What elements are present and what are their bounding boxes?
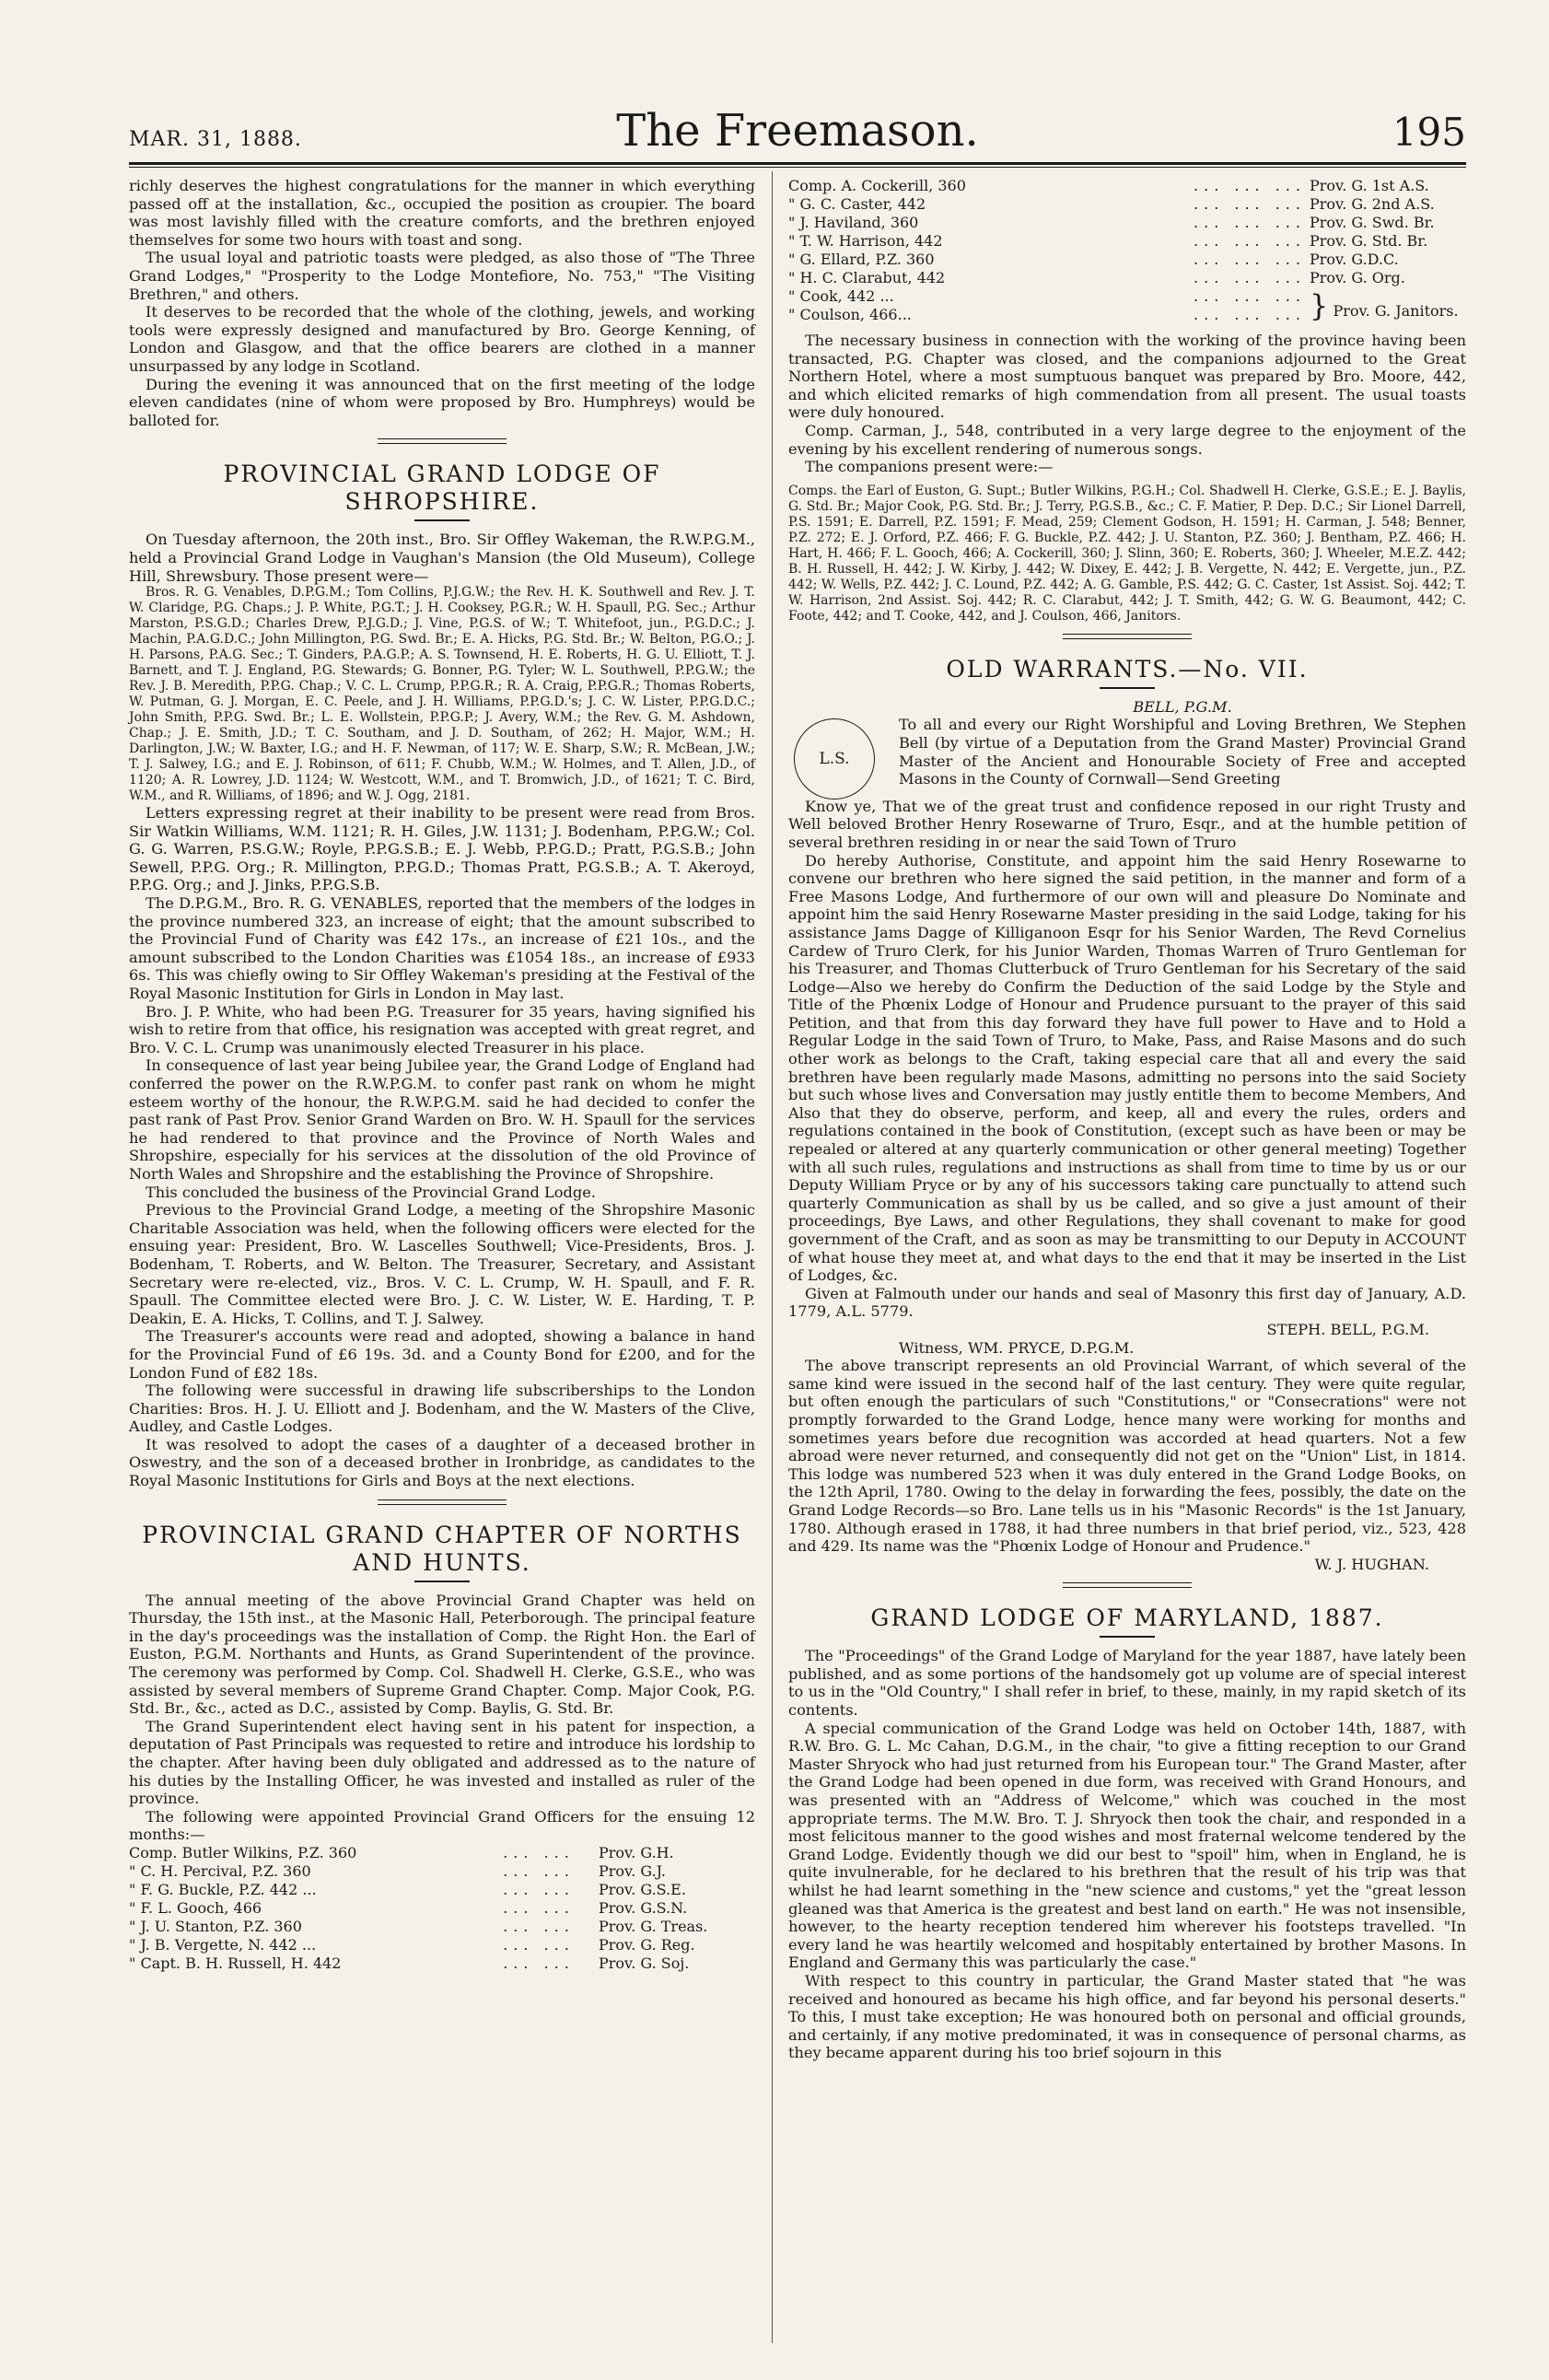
officer-office: Prov. G. Org. <box>1310 269 1405 286</box>
paragraph: Know ye, That we of the great trust and confidence reposed in our right Trusty and Well beloved Brother Henry Rosewarne of Truro, Esqr., and at the humble petition of several brethren residing in or near the said Town of Truro <box>788 797 1466 851</box>
paragraph: The necessary business in connection with the working of the province having been transacted, P.G. Chapter was closed, and the companions adjourned to the Great Northern Hotel, where a most sumptuous banquet was prepared by Bro. Moore, 442, and which elicited remarks of high commendation from all present. The usual toasts were duly honoured. <box>788 332 1466 422</box>
paragraph: The Treasurer's accounts were read and adopted, showing a balance in hand for the Provincial Fund of £6 19s. 3d. and a County Bond for £200, and for the London Fund of £82 18s. <box>129 1327 755 1382</box>
officer-office: Prov. G. 1st A.S. <box>1310 177 1429 194</box>
officer-row: " C. H. Percival, P.Z. 360 ... ... Prov. G.J. <box>129 1862 755 1881</box>
paragraph: The "Proceedings" of the Grand Lodge of Maryland for the year 1887, have lately been published, and as some portions of the handsomely got up volume are of special interest to us in the "Old Country," I shall refer in brief, to these, mainly, in my rapid sketch of its contents. <box>788 1647 1466 1720</box>
officer-office: Prov. G. 2nd A.S. <box>1310 195 1435 213</box>
paragraph: The following were appointed Provincial Grand Officers for the ensuing 12 months:— <box>129 1807 755 1844</box>
article-heading: GRAND LODGE OF MARYLAND, 1887. <box>870 1604 1384 1632</box>
section-divider <box>1063 634 1192 639</box>
officer-name: " J. B. Vergette, N. 442 ... <box>129 1935 317 1954</box>
intro-section <box>129 177 755 429</box>
paragraph: Previous to the Provincial Grand Lodge, a meeting of the Shropshire Masonic Charitable Association was held, when the following officers were elected for the ensuing year: President, Bro. W. Lascelles Southwell; Vice-Presidents, Bros. J. Bodenham, T. Roberts, and W. Belton. The Treasurer, Secretary, and Assistant Secretary were re-elected, viz., Bros. V. C. L. Crump, W. H. Spaull, and F. R. Spaull. The Committee elected were Bro. J. C. W. Lister, W. E. Harding, T. P. Deakin, E. A. Hicks, T. Collins, and T. J. Salwey. <box>129 1201 755 1327</box>
officer-row: Comp. Butler Wilkins, P.Z. 360 ... ... Prov. G.H. <box>129 1844 755 1862</box>
paragraph: It was resolved to adopt the cases of a daughter of a deceased brother in Oswestry, and the son of a deceased brother in Ironbridge, as candidates to the Royal Masonic Institutions for Girls and Boys at the next elections. <box>129 1435 755 1490</box>
heading-rule <box>414 1581 470 1582</box>
officer-office: Prov. G. Std. Br. <box>1310 232 1428 250</box>
officer-office: Prov. G.S.N. <box>599 1898 688 1917</box>
article-heading: OLD WARRANTS.—No. VII. <box>946 655 1309 682</box>
paragraph: Do hereby Authorise, Constitute, and appoint him the said Henry Rosewarne to convene our brethren who here signed the said petition, in the manner and form of a Free Masons Lodge, And furthermore of our own will and pleasure Do Nominate and appoint him the said Henry Rosewarne Master presiding in the said Lodge, taking for his assistance Jams Dagge of Killiganoon Esqr for his Senior Warden, The Revd Cornelius Cardew of Truro Clerk, for his Junior Warden, Thomas Warren of Truro Gentleman for his Treasurer, and Thomas Clutterbuck of Truro Gentleman for his Secretary of the said Lodge—Also we hereby do Confirm the Deduction of the said Lodge by the Style and Title of the Phœnix Lodge of Honour and Prudence pursuant to the prayer of this said Petition, and that from this day forward they have full power to Have and to Hold a Regular Lodge in the said Town of Truro, to Make, Pass, and Raise Masons and do such other work as belongs to the Craft, taking especial care that all and every the said brethren have been regularly made Masons, admitting no persons into the said Society but such whose lives and Conversation may justly entitle them to become Members, And Also that they do observe, perform, and keep, all and every the rules, orders and regulations contained in the book of Constitution, (except such as have been or may be repealed or altered at any quarterly communication or other general meeting) Together with all such rules, regulations and instructions as shall from time to time by us or our Deputy William Pryce or by any of his successors taking care punctually to attend such quarterly Communication as shall by us be called, and so give a just amount of their proceedings, Bye Laws, and other Regulations, they shall covenant to make for good government of the Craft, and as soon as may be transmitting to our Deputy in ACCOUNT of what house they meet at, and what days to the end that it may be inserted in the List of Lodges, &c. <box>788 851 1466 1285</box>
paragraph: Bro. J. P. White, who had been P.G. Treasurer for 35 years, having signified his wish to retire from that office, his resignation was accepted with great regret, and Bro. V. C. L. Crump was unanimously elected Treasurer in his place. <box>129 1002 755 1056</box>
section-divider <box>378 1499 507 1505</box>
officer-office: Prov. G. Reg. <box>599 1935 695 1954</box>
section-divider <box>378 438 507 444</box>
officer-row: " Cook, 442 ... ... ... ... } Prov. G. Janitors. <box>788 287 1466 306</box>
paragraph: During the evening it was announced that on the first meeting of the lodge eleven candidates (nine of whom were proposed by Bro. Humphreys) would be balloted for. <box>129 375 755 429</box>
officer-office: Prov. G.H. <box>599 1843 674 1861</box>
warrant-signature-head: BELL, P.G.M. <box>1133 697 1232 716</box>
paragraph: It deserves to be recorded that the whole of the clothing, jewels, and working tools were expressly designed and manufactured by Bro. George Kenning, of London and Glasgow, and that the office bearers are clothed in a manner unsurpassed by any lodge in Scotland. <box>129 303 755 375</box>
warrant-witness: Witness, WM. PRYCE, D.P.G.M. <box>899 1338 1135 1357</box>
section-divider <box>1063 1582 1192 1588</box>
paragraph: The usual loyal and patriotic toasts were pledged, as also those of "The Three Grand Lodges," "Prosperity to the Lodge Montefiore, No. 753," "The Visiting Brethren," and others. <box>129 249 755 303</box>
officer-name: Comp. Butler Wilkins, P.Z. 360 <box>129 1843 357 1861</box>
article-author: W. J. HUGHAN. <box>1314 1555 1429 1573</box>
officer-row: " Coulson, 466... ... ... ... <box>788 306 1306 323</box>
officer-name: " G. C. Caster, 442 <box>788 195 926 213</box>
officer-row: " J. B. Vergette, N. 442 ... ... ... Prov. G. Reg. <box>129 1936 755 1954</box>
officer-office: Prov. G. Swd. Br. <box>1310 214 1435 231</box>
paragraph: On Tuesday afternoon, the 20th inst., Bro. Sir Offley Wakeman, the R.W.P.G.M., held a Provincial Grand Lodge in Vaughan's Mansion (the Old Museum), College Hill, Shrewsbury. Those present were— <box>129 531 755 585</box>
column-separator <box>772 171 773 2343</box>
article-heading: PROVINCIAL GRAND LODGE OF SHROPSHIRE. <box>223 461 661 516</box>
header-rule <box>129 162 1466 165</box>
attendee-list: Bros. R. G. Venables, D.P.G.M.; Tom Collins, P.J.G.W.; the Rev. H. K. Southwell and Rev. J. T. W. Claridge, P.G. Chaps.; J. P. White, P.G.T.; J. H. Cooksey, P.G.R.; W. H. Spaull, P.G. Sec.; Arthur Marston, P.S.G.D.; Charles Drew, P.J.G.D.; J. Vine, P.G.S. of W.; T. Whitefoot, jun., P.G.D.C.; J. Machin, P.A.G.D.C.; John Millington, P.G. Swd. Br.; E. A. Hicks, P.G. Std. Br.; W. Belton, P.G.O.; J. H. Parsons, P.A.G. Sec.; T. Ginders, P.A.G.P.; A. S. Townsend, H. E. Roberts, H. G. U. Elliott, T. J. Barnett, and T. J. England, P.G. Stewards; G. Bonner, P.G. Tyler; W. L. Southwell, P.P.G.W.; the Rev. J. B. Meredith, P.P.G. Chap.; V. C. L. Crump, P.P.G.R.; R. A. Craig, P.P.G.R.; Thomas Roberts, W. Putman, G. J. Morgan, E. C. Peele, and J. H. Williams, P.P.G.D.'s; J. C. W. Lister, P.P.G.D.C.; John Smith, P.P.G. Swd. Br.; L. E. Wollstein, P.P.G.P.; J. Avery, W.M.; the Rev. G. M. Ashdown, Chap.; J. E. Smith, J.D.; T. C. Southam, and J. D. Southam, of 262; H. Major, W.M.; H. Darlington, J.W.; W. Baxter, I.G.; and H. F. Newman, of 117; W. E. Sharp, S.W.; R. McBean, J.W.; T. J. Salwey, I.G.; and E. J. Robinson, of 611; F. Chubb, W.M.; W. Holmes, and T. Allen, J.D., of 1120; A. R. Lowrey, J.D. 1124; W. Westcott, W.M., and T. Bromwich, J.D., of 1621; T. C. Bird, W.M., and R. Williams, of 1896; and W. J. Ogg, 2181. <box>129 585 755 804</box>
officer-table-continued <box>788 177 1466 324</box>
officer-name: Comp. A. Cockerill, 360 <box>788 177 966 194</box>
old-warrants-article <box>788 656 1466 1574</box>
paragraph: The companions present were:— <box>805 458 1054 476</box>
officer-office: Prov. G. Treas. <box>599 1917 708 1935</box>
officer-name: " C. H. Percival, P.Z. 360 <box>129 1861 311 1880</box>
paragraph: Comp. Carman, J., 548, contributed in a very large degree to the enjoyment of the evening by his excellent rendering of numerous songs. <box>788 421 1466 458</box>
paragraph: richly deserves the highest congratulations for the manner in which everything passed off at the installation, &c., occupied the position as croupier. The board was most lavishly filled with the creature comforts, and the brethren enjoyed themselves for some two hours with toast and song. <box>129 177 755 249</box>
issue-date: MAR. 31, 1888. <box>129 128 302 151</box>
officer-row: " H. C. Clarabut, 442 ... ... ... Prov. G. Org. <box>788 269 1466 287</box>
officer-name: " Capt. B. H. Russell, H. 442 <box>129 1954 342 1972</box>
heading-rule <box>1100 687 1155 689</box>
warrant-signed: STEPH. BELL, P.G.M. <box>1266 1320 1429 1338</box>
warrant-greeting: To all and every our Right Worshipful and Loving Brethren, We Stephen Bell (by virtue of a Deputation from the Grand Master) Provincial Grand Master of the Ancient and Honourable Society of Free and accepted Masons in the County of Cornwall—Send Greeting <box>899 716 1466 788</box>
paragraph: The Grand Superintendent elect having sent in his patent for inspection, a deputation of Past Principals was requested to retire and introduce his lordship to the chapter. After having been duly obligated and addressed as to the nature of his duties by the Installing Officer, he was invested and installed as ruler of the province. <box>129 1717 755 1808</box>
heading-rule <box>414 519 470 521</box>
paragraph: Letters expressing regret at their inability to be present were read from Bros. Sir Watkin Williams, W.M. 1121; R. H. Giles, J.W. 1131; J. Bodenham, P.P.G.W.; Col. G. G. Warren, P.S.G.W.; Royle, P.P.G.S.B.; E. J. Webb, P.P.G.D.; Pratt, P.G.S.B.; John Sewell, P.P.G. Org.; R. Millington, P.P.G.D.; Thomas Pratt, P.G.S.B.; A. T. Akeroyd, P.P.G. Org.; and J. Jinks, P.P.G.S.B. <box>129 804 755 894</box>
warrant-greeting-block <box>788 698 1466 798</box>
maryland-article <box>788 1604 1466 2062</box>
officer-office: Prov. G.D.C. <box>1310 251 1399 268</box>
officer-office: Prov. G.J. <box>599 1861 666 1880</box>
article-heading: PROVINCIAL GRAND CHAPTER OF NORTHS AND HUNTS. <box>142 1521 742 1576</box>
shropshire-article <box>129 461 755 1489</box>
seal-mark: L.S. <box>794 718 875 799</box>
masthead-title: The Freemason. <box>616 105 979 157</box>
officer-row: Comp. A. Cockerill, 360 ... ... ... Prov. G. 1st A.S. <box>788 177 1466 195</box>
officer-row: " G. C. Caster, 442 ... ... ... Prov. G. 2nd A.S. <box>788 195 1466 214</box>
officer-row: " F. L. Gooch, 466 ... ... Prov. G.S.N. <box>129 1899 755 1918</box>
paragraph: A special communication of the Grand Lodge was held on October 14th, 1887, with R.W. Bro. G. L. Mc Cahan, D.G.M., in the chair, "to give a fitting reception to our Grand Master Shryock who had just returned from his European tour." The Grand Master, after the Grand Lodge had been opened in due form, was received with Grand Honours, and was presented with an "Address of Welcome," which was couched in the most appropriate terms. The M.W. Bro. T. J. Shryock then took the chair, and responded in a most felicitous manner to the good wishes and most fraternal welcome tendered by the Grand Lodge. Evidently though we did our best to "spoil" him, when in England, he is quite invulnerable, for he declared to his brethren that the result of his trip was that whilst he had learnt something in the "new science and customs," yet the "great lesson gleaned was that America is the greatest and best land on earth." He was not insensible, however, to the hearty reception tendered him wherever his footsteps travelled. "In every land he was heartily welcomed and hospitably entertained by brother Masons. In England and Germany this was particularly the case." <box>788 1719 1466 1972</box>
paragraph: The above transcript represents an old Provincial Warrant, of which several of the same kind were issued in the second half of the last century. They were quite regular, but often enough the particulars of such "Constitutions," or "Consecrations" were not promptly forwarded to the Grand Lodge, hence many were working for months and sometimes years before due recognition was accorded at head quarters. Not a few abroad were never returned, and consequently did not get on the "Union" List, in 1814. This lodge was numbered 523 when it was duly entered in the Grand Lodge Books, on the 12th April, 1780. Owing to the delay in forwarding the fees, possibly, the date on the Grand Lodge Records—so Bro. Lane tells us in his "Masonic Records" is the 1st January, 1780. Although erased in 1788, it had three numbers in that brief period, viz., 523, 428 and 429. Its name was the "Phœnix Lodge of Honour and Prudence." <box>788 1357 1466 1556</box>
norths-article <box>129 1522 755 1973</box>
officer-name: " Cook, 442 ... <box>788 287 894 305</box>
officer-name: " J. U. Stanton, P.Z. 360 <box>129 1917 302 1935</box>
officer-row: " T. W. Harrison, 442 ... ... ... Prov. G. Std. Br. <box>788 232 1466 251</box>
officer-row: " J. U. Stanton, P.Z. 360 ... ... Prov. G. Treas. <box>129 1918 755 1936</box>
officer-name: " F. G. Buckle, P.Z. 442 ... <box>129 1880 317 1898</box>
companions-list: Comps. the Earl of Euston, G. Supt.; Butler Wilkins, P.G.H.; Col. Shadwell H. Clerke, G.S.E.; E. J. Baylis, G. Std. Br.; Major Cook, P.G. Std. Br.; J. Terry, P.G.S.B., &c.; C. F. Matier, P. Dep. D.C.; Sir Lionel Darrell, P.S. 1591; E. Darrell, P.Z. 1591; F. Mead, 259; Clement Godson, H. 1591; H. Carman, J. 548; Benner, P.Z. 272; E. J. Orford, P.Z. 466; F. G. Buckle, P.Z. 442; J. U. Stanton, P.Z. 360; J. Bentham, P.Z. 466; H. Hart, H. 466; F. L. Gooch, 466; A. Cockerill, 360; J. Slinn, 360; E. Roberts, 360; J. Wheeler, M.E.Z. 442; B. H. Russell, H. 442; J. W. Kirby, J. 442; W. Dixey, E. 442; J. B. Vergette, N. 442; E. Vergette, jun., P.Z. 442; W. Wells, P.Z. 442; J. C. Lound, P.Z. 442; A. G. Gamble, P.S. 442; G. C. Caster, 1st Assist. Soj. 442; T. W. Harrison, 2nd Assist. Soj. 442; R. C. Clarabut, 442; J. T. Smith, 442; G. W. G. Beaumont, 442; C. Foote, 442; and T. Cooke, 442, and J. Coulson, 466, Janitors. <box>788 483 1466 624</box>
page-number: 195 <box>1392 110 1466 155</box>
paragraph: With respect to this country in particular, the Grand Master stated that "he was received and honoured as became his high office, and far beyond his personal deserts." To this, I must take exception; He was honoured both on personal and official grounds, and certainly, if any motive predominated, it was in consequence of personal charms, as they became apparent during his too brief sojourn in this <box>788 1971 1466 2062</box>
paragraph: Given at Falmouth under our hands and seal of Masonry this first day of January, A.D. 1779, A.L. 5779. <box>788 1284 1466 1321</box>
officer-row: " G. Ellard, P.Z. 360 ... ... ... Prov. G.D.C. <box>788 251 1466 269</box>
right-column <box>788 177 1466 2062</box>
officer-table <box>129 1844 755 1973</box>
officer-name: " T. W. Harrison, 442 <box>788 232 943 250</box>
officer-name: " H. C. Clarabut, 442 <box>788 269 946 286</box>
paragraph: This concluded the business of the Provincial Grand Lodge. <box>146 1183 596 1201</box>
header-rule-thin <box>129 167 1466 168</box>
officer-name: " Coulson, 466... <box>788 306 912 323</box>
officer-row: " F. G. Buckle, P.Z. 442 ... ... ... Prov. G.S.E. <box>129 1881 755 1899</box>
page-header <box>129 88 1466 157</box>
officer-row: " J. Haviland, 360 ... ... ... Prov. G. Swd. Br. <box>788 214 1466 232</box>
officer-office: Prov. G.S.E. <box>599 1880 686 1898</box>
officer-name: " G. Ellard, P.Z. 360 <box>788 251 935 268</box>
officer-name: " F. L. Gooch, 466 <box>129 1898 262 1917</box>
heading-rule <box>1100 1636 1155 1638</box>
janitors-label: } Prov. G. Janitors. <box>1310 288 1459 323</box>
officer-office: Prov. G. Soj. <box>599 1954 690 1972</box>
paragraph: The annual meeting of the above Provincial Grand Chapter was held on Thursday, the 15th inst., at the Masonic Hall, Peterborough. The principal feature in the day's proceedings was the installation of Comp. the Right Hon. the Earl of Euston, P.G.M. Northants and Hunts, as Grand Superintendent of the province. The ceremony was performed by Comp. Col. Shadwell H. Clerke, G.S.E., who was assisted by several members of Supreme Grand Chapter. Comp. Major Cook, P.G. Std. Br., &c., acted as D.C., assisted by Comp. Baylis, G. Std. Br. <box>129 1591 755 1718</box>
paragraph: The following were successful in drawing life subscriberships to the London Charities: Bros. H. J. U. Elliott and J. Bodenham, and the W. Masters of the Clive, Audley, and Castle Lodges. <box>129 1382 755 1436</box>
left-column <box>129 177 755 1973</box>
paragraph: The D.P.G.M., Bro. R. G. VENABLES, reported that the members of the lodges in the province numbered 323, an increase of eight; that the amount subscribed to the Provincial Fund of Charity was £42 17s., an increase of £21 10s., and the amount subscribed to the London Charities was £1054 18s., an increase of £933 6s. This was chiefly owing to Sir Offley Wakeman's presiding at the Festival of the Royal Masonic Institution for Girls in London in May last. <box>129 894 755 1003</box>
paragraph: In consequence of last year being Jubilee year, the Grand Lodge of England had conferred the power on the R.W.P.G.M. to confer past rank on whom he might esteem worthy of the honour, the R.W.P.G.M. said he had decided to confer the past rank of Past Prov. Senior Grand Warden on Bro. W. H. Spaull for the services he had rendered to that province and the Province of North Wales and Shropshire, especially for his services at the dissolution of the old Province of North Wales and Shropshire and the establishing the Province of Shropshire. <box>129 1056 755 1183</box>
officer-name: " J. Haviland, 360 <box>788 214 919 231</box>
officer-row: " Capt. B. H. Russell, H. 442 ... ... Prov. G. Soj. <box>129 1954 755 1973</box>
